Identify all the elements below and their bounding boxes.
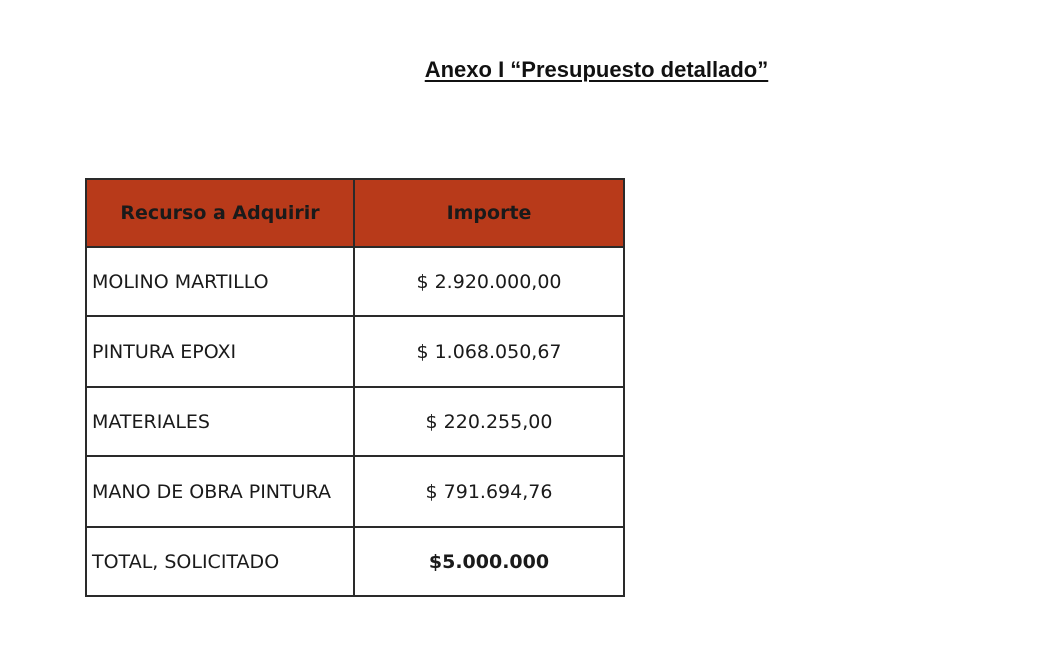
total-amount: $5.000.000 [354,527,624,596]
header-resource: Recurso a Adquirir [86,179,354,247]
amount-cell: $ 1.068.050,67 [354,316,624,387]
amount-cell: $ 791.694,76 [354,456,624,527]
table-row [86,316,624,387]
resource-cell: MOLINO MARTILLO [86,247,354,316]
table-header-row [86,179,624,247]
table-row [86,456,624,527]
budget-table [85,178,625,597]
table-row [86,387,624,456]
resource-cell: MANO DE OBRA PINTURA [86,456,354,527]
amount-cell: $ 2.920.000,00 [354,247,624,316]
document-title: Anexo I “Presupuesto detallado” [424,57,769,82]
header-amount: Importe [354,179,624,247]
total-label: TOTAL, SOLICITADO [86,527,354,596]
table-row [86,247,624,316]
amount-cell: $ 220.255,00 [354,387,624,456]
resource-cell: MATERIALES [86,387,354,456]
total-row [86,527,624,596]
resource-cell: PINTURA EPOXI [86,316,354,387]
